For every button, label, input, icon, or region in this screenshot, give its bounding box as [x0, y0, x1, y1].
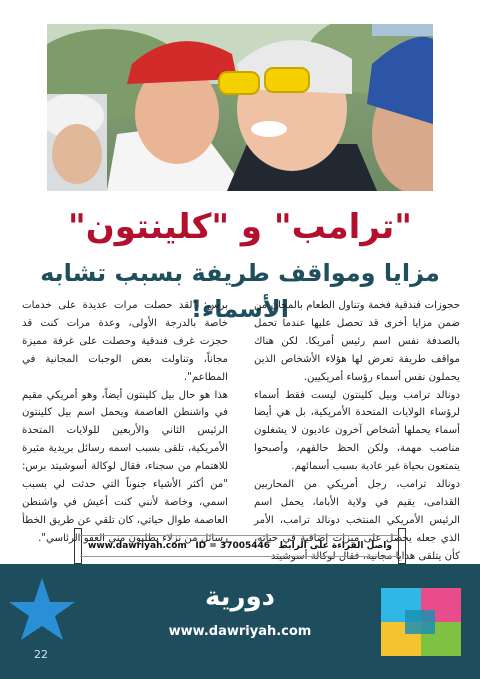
photo-illustration — [47, 24, 433, 191]
paragraph: دونالد ترامب، رجل أمريكي من المحاربين القدامى، يقيم في ولاية الأباما، يحمل اسم الرئيس الأمريكي المنتخب دونالد ترامب، الأمر الذي جعله يحصل على ميزات إضافية في حياته، كأن يتلقى هدايا مجانية، فقال لوكالة أسوشيتد — [254, 479, 460, 562]
page-number: 22 — [34, 648, 48, 661]
paragraph: هذا هو حال بيل كلينتون أيضاً، وهو أمريكي مقيم في واشنطن العاصمة ويحمل اسم بيل كلينتون الرئيس الثاني والأربعين للولايات المتحدة الأمريكية، تلقى بسبب اسمه رسائل بريدية مثيرة للاهتمام من سجناء، فقال لوكالة أسوشيتد برس: "من أكثر الأشياء جنوناً التي حدثت لي بسبب اسمي، وخاصة لأنني كنت أعيش في واشنطن العاصمة طوال حياتي، كان تلقي عن طريق الخطأ رسائل من نزلاء يطلبون مني العفو الرئاسي". — [22, 389, 228, 544]
source-url-link[interactable]: www.dawriyah.com — [88, 541, 187, 551]
source-id: ID = 37005446 — [195, 541, 271, 551]
paragraph: دونالد ترامب وبيل كلينتون ليست فقط أسماء لرؤساء الولايات المتحدة الأمريكية، بل هي أيضا أسماء يحملها أشخاص آخرون عاديون لا يشغلون مناصب مهمة، ولكن الحظ حالفهم، وأصبحوا يتمتعون بحياة غير عادية بسبب أسمائهم. — [254, 389, 460, 473]
article-column-left — [22, 297, 228, 548]
article-photo — [47, 24, 433, 191]
source-bar — [80, 535, 400, 557]
headline: "ترامب" و "كلينتون" — [68, 207, 412, 247]
paragraph: برس: "لقد حصلت مرات عديدة على خدمات خاصة بالدرجة الأولى، وعدة مرات كنت قد حجزت غرف فندقية وحصلت على غرفة مميزة مجاناً، وتناولت بعض الوجبات المجانية في المطاعم". — [22, 300, 228, 383]
paragraph: حجوزات فندقية فخمة وتناول الطعام بالمجان من ضمن مزايا أخرى قد تحصل عليها عندما تحمل بالصدفة نفس اسم رئيس أمريكا. لكن هناك مواقف طريفة تعرض لها هؤلاء الأشخاص الذين يحملون نفس أسماء رؤساء أمريكيين. — [254, 300, 460, 383]
footer-url-link[interactable]: www.dawriyah.com — [168, 624, 312, 639]
subheadline: مزايا ومواقف طريفة بسبب تشابه الأسماء! — [40, 259, 440, 323]
source-label: واصل القراءة على الرابط — [278, 541, 392, 551]
brand-logo: دورية — [204, 582, 275, 612]
article-column-right — [254, 297, 460, 566]
